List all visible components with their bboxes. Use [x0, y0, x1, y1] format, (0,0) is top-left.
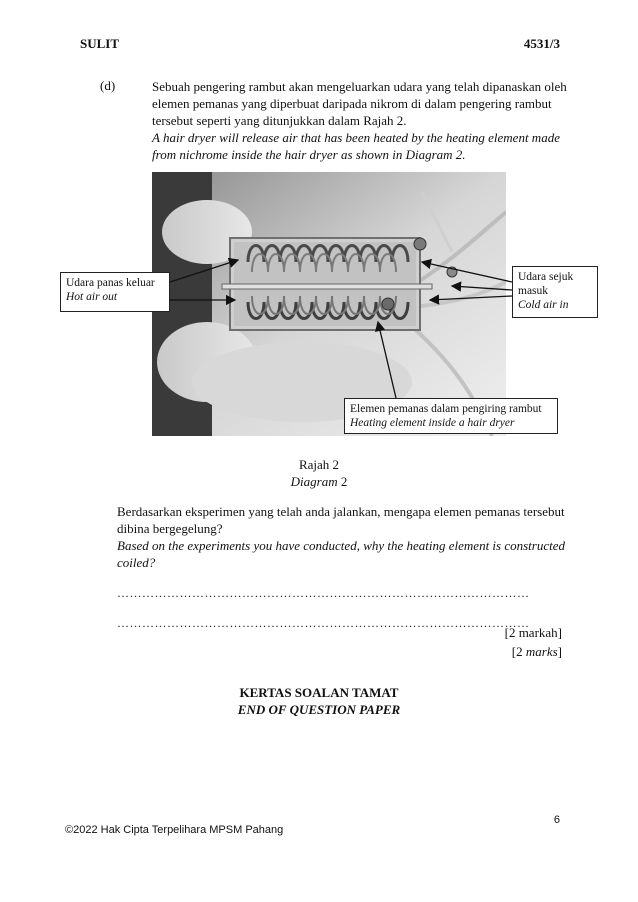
caption-malay: Rajah 2	[298, 457, 340, 472]
marks-english-word: marks	[525, 644, 558, 659]
callout-cold-air-in	[512, 266, 598, 318]
question-english: A hair dryer will release air that has been heated by the heating element made from nichrome inside the hair dryer as shown in Diagram 2.	[152, 130, 560, 162]
callout-hot-malay: Udara panas keluar	[66, 277, 155, 289]
marks-english-open: [2	[511, 644, 526, 659]
answer-line-1[interactable]: ………………………………………………………………………………………	[117, 586, 530, 600]
caption-english-num: 2	[340, 474, 348, 489]
question2-body	[117, 503, 565, 571]
caption-english-word: Diagram	[290, 474, 338, 489]
question-number: (d)	[100, 78, 116, 93]
callout-element-english: Heating element inside a hair dryer	[350, 417, 515, 429]
end-english: END OF QUESTION PAPER	[237, 702, 401, 717]
marks-allocation	[505, 623, 562, 661]
question2-english: Based on the experiments you have conducted, why the heating element is constructed coiled?	[117, 538, 566, 570]
end-malay: KERTAS SOALAN TAMAT	[239, 685, 399, 700]
callout-cold-english: Cold air in	[518, 299, 569, 311]
end-of-paper	[0, 684, 638, 718]
page-number: 6	[553, 814, 560, 826]
callout-heating-element	[344, 398, 558, 434]
callout-hot-air-out	[60, 272, 170, 312]
callout-cold-malay-1: Udara sejuk	[518, 271, 574, 283]
caption-english	[0, 473, 638, 490]
marks-malay: [2 markah]	[504, 625, 562, 640]
header-right: 4531/3	[523, 36, 560, 51]
heating-element-photo	[152, 172, 506, 436]
copyright-notice: ©2022 Hak Cipta Terpelihara MPSM Pahang	[65, 824, 284, 836]
marks-english-close: ]	[557, 644, 562, 659]
question2-malay: Berdasarkan eksperimen yang telah anda jalankan, mengapa elemen pemanas tersebut dibina bergegelung?	[117, 504, 565, 536]
question-malay: Sebuah pengering rambut akan mengeluarkan udara yang telah dipanaskan oleh elemen pemanas yang diperbuat daripada nikrom di dalam pengering rambut tersebut seperti yang ditunjukkan dalam Rajah 2.	[152, 79, 567, 128]
answer-line-2[interactable]: ………………………………………………………………………………………	[117, 616, 530, 630]
header-left: SULIT	[80, 36, 120, 51]
marks-english	[505, 642, 562, 661]
callout-hot-english: Hot air out	[66, 291, 118, 303]
callout-element-malay: Elemen pemanas dalam pengiring rambut	[350, 403, 542, 415]
callout-cold-malay-2: masuk	[518, 285, 549, 297]
diagram-caption	[0, 456, 638, 490]
question-body	[152, 78, 572, 163]
